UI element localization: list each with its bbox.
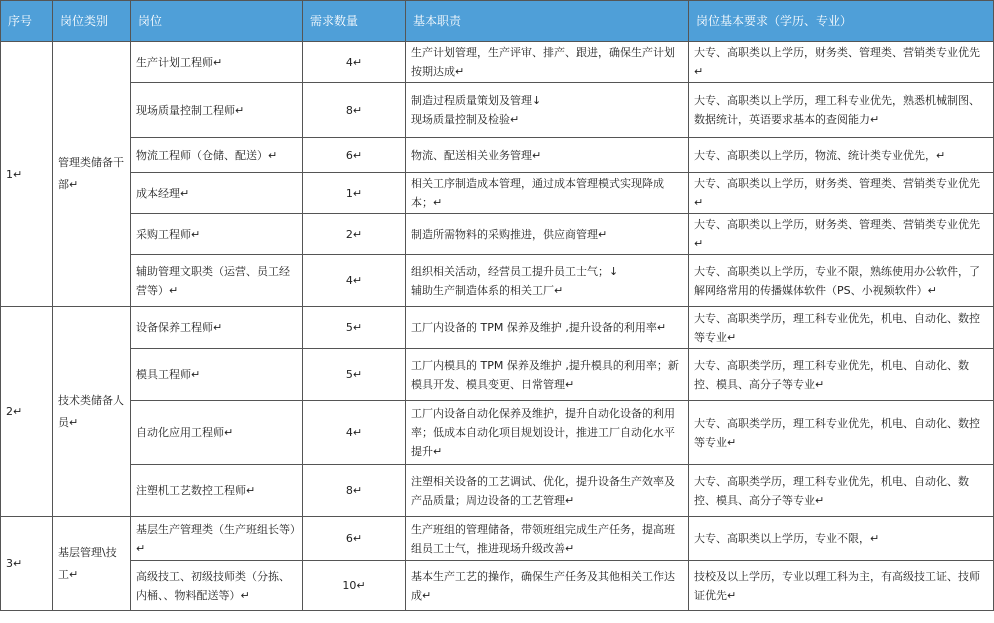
duties-cell: 生产班组的管理储备，带领班组完成生产任务，提高班组员工士气，推进现场升级改善↵ bbox=[406, 517, 689, 561]
position-cell: 采购工程师↵ bbox=[131, 214, 303, 255]
position-cell: 现场质量控制工程师↵ bbox=[131, 83, 303, 138]
requirements-cell: 大专、高职类以上学历，理工科专业优先，熟悉机械制图、数据统计，英语要求基本的查阅能力↵ bbox=[689, 83, 994, 138]
table-row bbox=[1, 255, 994, 307]
table-row bbox=[1, 138, 994, 173]
count-cell: 4↵ bbox=[303, 42, 406, 83]
table-row bbox=[1, 307, 994, 349]
duties-line: 现场质量控制及检验↵ bbox=[411, 113, 520, 126]
group-category: 基层管理\技工↵ bbox=[53, 517, 131, 611]
duties-cell: 工厂内模具的 TPM 保养及维护 ,提升模具的利用率；新模具开发、模具变更、日常管理↵ bbox=[406, 349, 689, 401]
requirements-cell: 大专、高职类学历，理工科专业优先，机电、自动化、数控等专业↵ bbox=[689, 307, 994, 349]
requirements-cell: 大专、高职类以上学历，财务类、管理类、营销类专业优先↵ bbox=[689, 214, 994, 255]
table-row bbox=[1, 42, 994, 83]
duties-cell bbox=[406, 255, 689, 307]
duties-cell: 注塑相关设备的工艺调试、优化，提升设备生产效率及产品质量；周边设备的工艺管理↵ bbox=[406, 465, 689, 517]
duties-cell: 物流、配送相关业务管理↵ bbox=[406, 138, 689, 173]
position-cell: 高级技工、初级技师类（分拣、内桶、、物料配送等）↵ bbox=[131, 561, 303, 611]
count-cell: 5↵ bbox=[303, 349, 406, 401]
table-row bbox=[1, 173, 994, 214]
position-cell: 成本经理↵ bbox=[131, 173, 303, 214]
duties-cell bbox=[406, 83, 689, 138]
count-cell: 10↵ bbox=[303, 561, 406, 611]
requirements-cell: 大专、高职类以上学历，物流、统计类专业优先，↵ bbox=[689, 138, 994, 173]
header-position: 岗位 bbox=[131, 1, 303, 42]
requirements-cell: 大专、高职类以上学历，财务类、管理类、营销类专业优先↵ bbox=[689, 173, 994, 214]
requirements-cell: 大专、高职类以上学历，财务类、管理类、营销类专业优先↵ bbox=[689, 42, 994, 83]
header-duties: 基本职责 bbox=[406, 1, 689, 42]
position-cell: 模具工程师↵ bbox=[131, 349, 303, 401]
header-count: 需求数量 bbox=[303, 1, 406, 42]
position-cell: 辅助管理文职类（运营、员工经营等）↵ bbox=[131, 255, 303, 307]
duties-line: 制造过程质量策划及管理↓ bbox=[411, 94, 542, 107]
header-requirements: 岗位基本要求（学历、专业） bbox=[689, 1, 994, 42]
duties-cell: 工厂内设备自动化保养及维护，提升自动化设备的利用率；低成本自动化项目规划设计，推进工厂自动化水平提升↵ bbox=[406, 401, 689, 465]
count-cell: 6↵ bbox=[303, 138, 406, 173]
count-cell: 4↵ bbox=[303, 255, 406, 307]
requirements-cell: 技校及以上学历，专业以理工科为主，有高级技工证、技师证优先↵ bbox=[689, 561, 994, 611]
duties-cell: 相关工序制造成本管理，通过成本管理模式实现降成本；↵ bbox=[406, 173, 689, 214]
count-cell: 8↵ bbox=[303, 465, 406, 517]
table-row bbox=[1, 465, 994, 517]
duties-cell: 基本生产工艺的操作，确保生产任务及其他相关工作达成↵ bbox=[406, 561, 689, 611]
position-cell: 自动化应用工程师↵ bbox=[131, 401, 303, 465]
count-cell: 6↵ bbox=[303, 517, 406, 561]
table-row bbox=[1, 561, 994, 611]
group-seq: 2↵ bbox=[1, 307, 53, 517]
duties-cell: 制造所需物料的采购推进，供应商管理↵ bbox=[406, 214, 689, 255]
table-row bbox=[1, 401, 994, 465]
requirements-cell: 大专、高职类学历，理工科专业优先，机电、自动化、数控、模具、高分子等专业↵ bbox=[689, 349, 994, 401]
table-row bbox=[1, 349, 994, 401]
duties-cell: 工厂内设备的 TPM 保养及维护 ,提升设备的利用率↵ bbox=[406, 307, 689, 349]
requirements-cell: 大专、高职类学历，理工科专业优先，机电、自动化、数控等专业↵ bbox=[689, 401, 994, 465]
count-cell: 8↵ bbox=[303, 83, 406, 138]
position-cell: 物流工程师（仓储、配送）↵ bbox=[131, 138, 303, 173]
position-cell: 基层生产管理类（生产班组长等）↵ bbox=[131, 517, 303, 561]
duties-line: 组织相关活动，经营员工提升员工士气；↓ bbox=[411, 264, 619, 278]
group-seq: 1↵ bbox=[1, 42, 53, 307]
requirements-cell: 大专、高职类学历，理工科专业优先，机电、自动化、数控、模具、高分子等专业↵ bbox=[689, 465, 994, 517]
requirements-cell: 大专、高职类以上学历，专业不限，熟练使用办公软件，了解网络常用的传播媒体软件（PS、小视频软件）↵ bbox=[689, 255, 994, 307]
table-row bbox=[1, 83, 994, 138]
count-cell: 1↵ bbox=[303, 173, 406, 214]
count-cell: 5↵ bbox=[303, 307, 406, 349]
table-header-row bbox=[1, 1, 994, 42]
count-cell: 2↵ bbox=[303, 214, 406, 255]
count-cell: 4↵ bbox=[303, 401, 406, 465]
requirements-cell: 大专、高职类以上学历，专业不限，↵ bbox=[689, 517, 994, 561]
table-row bbox=[1, 214, 994, 255]
duties-cell: 生产计划管理，生产评审、排产、跟进，确保生产计划按期达成↵ bbox=[406, 42, 689, 83]
header-category: 岗位类别 bbox=[53, 1, 131, 42]
position-cell: 注塑机工艺数控工程师↵ bbox=[131, 465, 303, 517]
group-category: 管理类储备干部↵ bbox=[53, 42, 131, 307]
position-cell: 生产计划工程师↵ bbox=[131, 42, 303, 83]
table-row bbox=[1, 517, 994, 561]
group-category: 技术类储备人员↵ bbox=[53, 307, 131, 517]
position-cell: 设备保养工程师↵ bbox=[131, 307, 303, 349]
group-seq: 3↵ bbox=[1, 517, 53, 611]
header-seq: 序号 bbox=[1, 1, 53, 42]
duties-line: 辅助生产制造体系的相关工厂↵ bbox=[411, 283, 564, 297]
